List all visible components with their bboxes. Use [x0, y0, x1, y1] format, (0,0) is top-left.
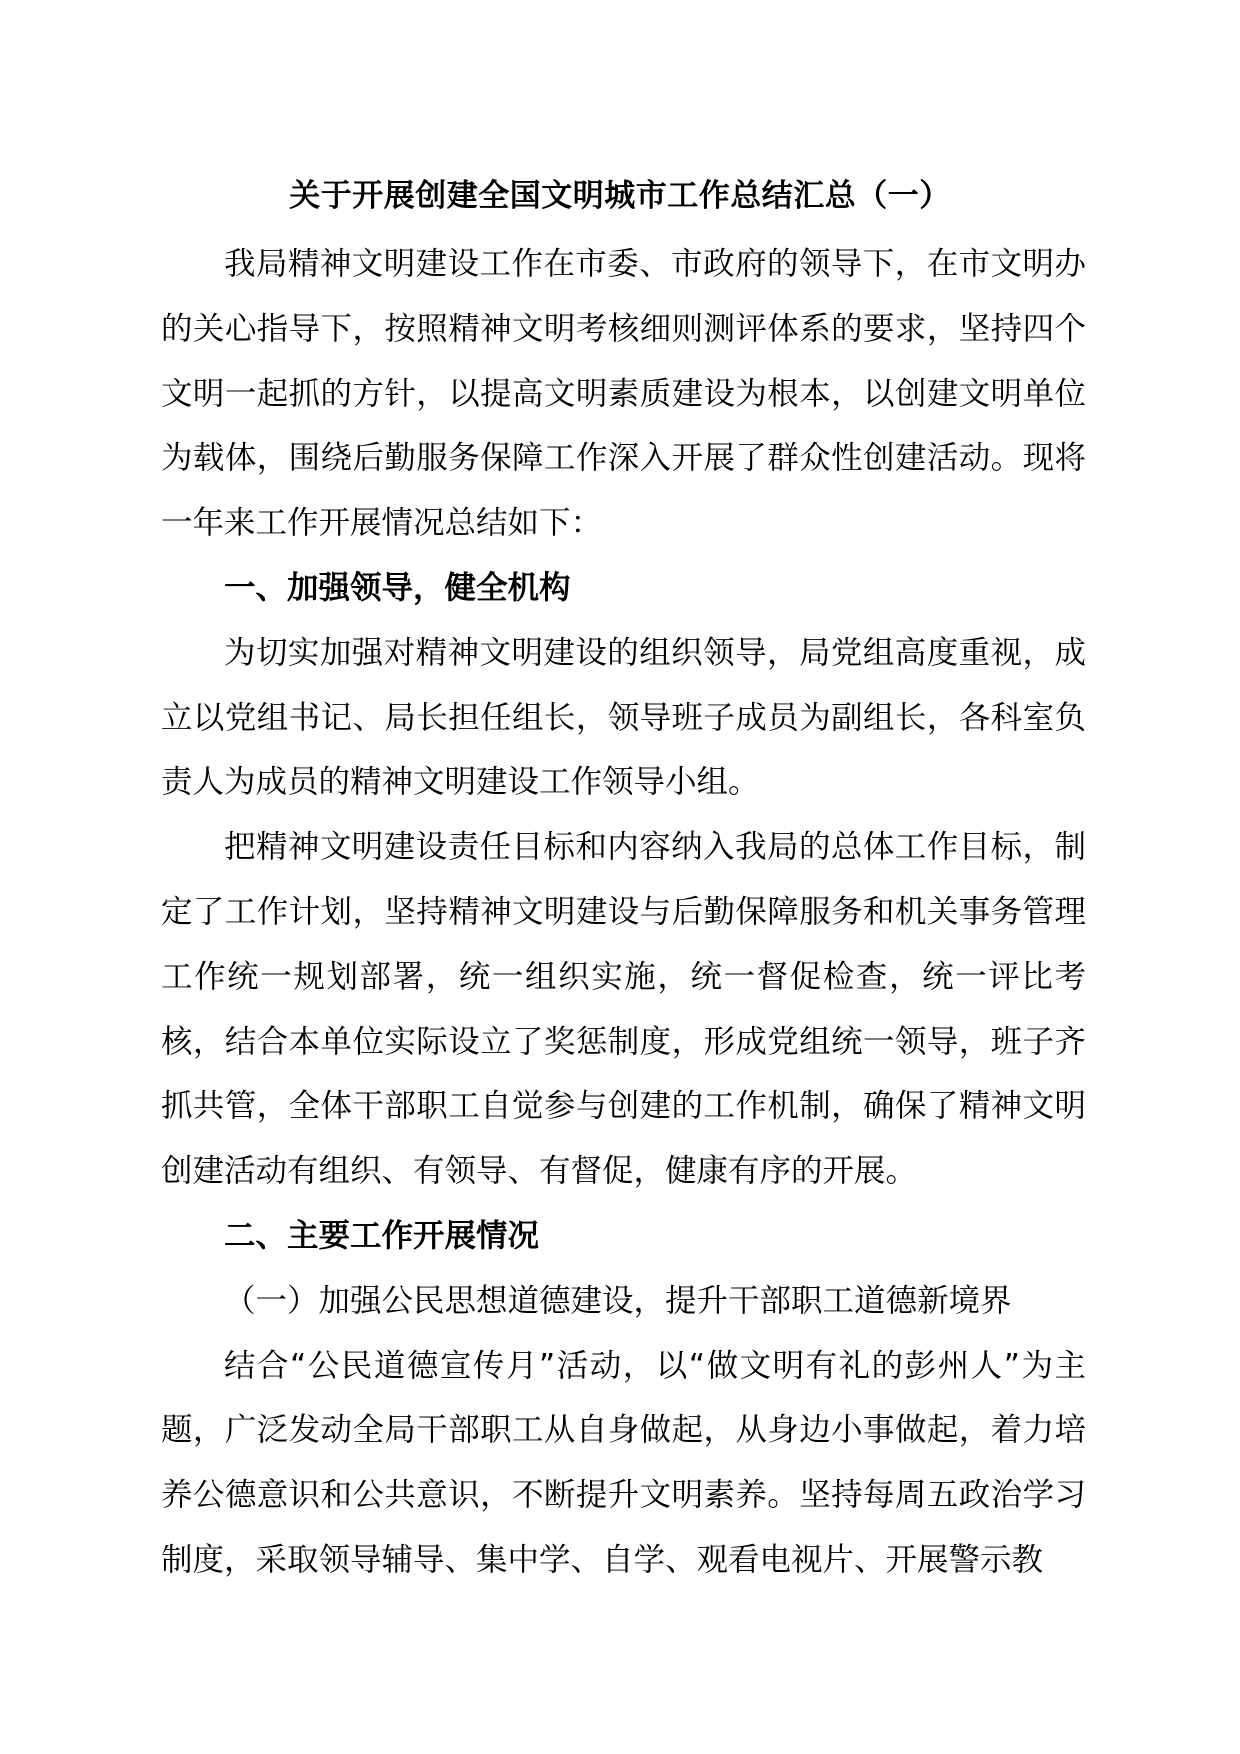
section-1-paragraph-1: 为切实加强对精神文明建设的组织领导，局党组高度重视，成立以党组书记、局长担任组长，领导班子成员为副组长，各科室负责人为成员的精神文明建设工作领导小组。	[161, 634, 1086, 801]
section-1-paragraph-2: 把精神文明建设责任目标和内容纳入我局的总体工作目标，制定了工作计划，坚持精神文明建设与后勤保障服务和机关事务管理工作统一规划部署，统一组织实施，统一督促检查，统一评比考核，结合本单位实际设立了奖惩制度，形成党组统一领导，班子齐抓共管，全体干部职工自觉参与创建的工作机制，确保了精神文明创建活动有组织、有领导、有督促，健康有序的开展。	[161, 829, 1086, 1190]
document-title: 关于开展创建全国文明城市工作总结汇总（一）	[289, 178, 951, 214]
section-2-heading: 二、主要工作开展情况	[224, 1217, 540, 1254]
intro-paragraph: 我局精神文明建设工作在市委、市政府的领导下，在市文明办的关心指导下，按照精神文明考核细则测评体系的要求，坚持四个文明一起抓的方针，以提高文明素质建设为根本，以创建文明单位为载体，围绕后勤服务保障工作深入开展了群众性创建活动。现将一年来工作开展情况总结如下：	[161, 246, 1086, 542]
document-body	[161, 232, 1086, 1593]
section-2-subheading: （一）加强公民思想道德建设，提升干部职工道德新境界	[224, 1282, 1012, 1319]
section-1-heading: 一、加强领导，健全机构	[224, 569, 571, 606]
section-2-paragraph-1: 结合“公民道德宣传月”活动，以“做文明有礼的彭州人”为主题，广泛发动全局干部职工从自身做起，从身边小事做起，着力培养公德意识和公共意识，不断提升文明素养。坚持每周五政治学习制度，采取领导辅导、集中学、自学、观看电视片、开展警示教	[161, 1347, 1086, 1578]
